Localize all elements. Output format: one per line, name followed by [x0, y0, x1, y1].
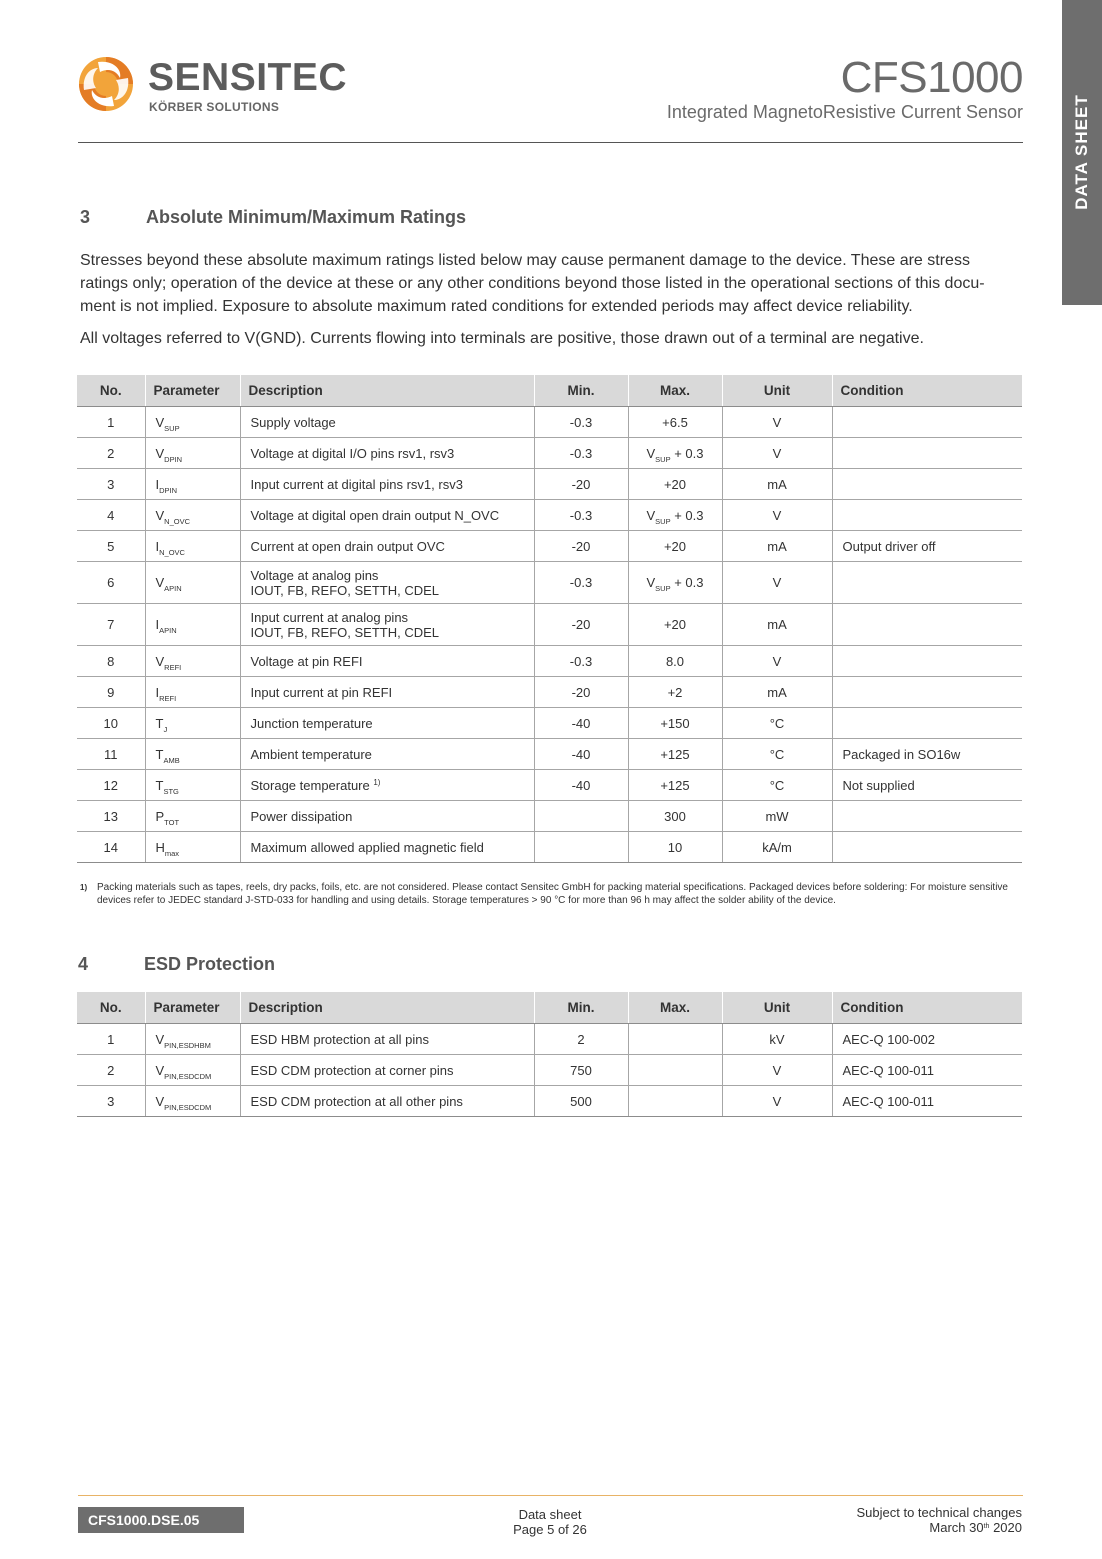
symbol-letter: P	[155, 808, 165, 824]
description-main: Maximum allowed applied magnetic field	[250, 839, 484, 855]
description-main: Current at open drain output OVC	[250, 538, 445, 554]
sensitec-logo	[78, 56, 378, 116]
parameter-symbol	[145, 832, 240, 863]
description-cell	[240, 770, 534, 801]
row-number: 1	[77, 407, 145, 438]
table-row	[77, 562, 1022, 604]
document-subtitle: Integrated MagnetoResistive Current Sensor	[666, 102, 1023, 122]
symbol-subscript: PIN,ESDCDM	[164, 1102, 212, 1112]
table-row	[77, 604, 1022, 646]
symbol-letter: V	[155, 445, 165, 461]
unit-value: mA	[722, 677, 832, 708]
parameter-symbol	[145, 770, 240, 801]
condition-value	[832, 708, 1022, 739]
min-value: -0.3	[534, 438, 628, 469]
section-3-intro: Stresses beyond these absolute maximum ratings listed below may cause permanent damage to the device. These are stress ratings only; operation of the device at these or any other conditions beyond those listed in the operational sections of this docu-ment is not implied. Exposure to absolute maximum rated conditions for extended periods may affect device reliability.	[80, 252, 985, 315]
symbol-subscript: PIN,ESDHBM	[164, 1040, 211, 1050]
row-number: 10	[77, 708, 145, 739]
description-text	[251, 685, 524, 700]
document-id: CFS1000.DSE.05	[78, 1507, 244, 1533]
row-number: 4	[77, 500, 145, 531]
max-value: +20	[628, 604, 722, 646]
footer-revision-info	[857, 1505, 1023, 1538]
symbol-letter: V	[155, 653, 165, 669]
min-value: -0.3	[534, 562, 628, 604]
description-main: Storage temperature	[250, 777, 374, 793]
description-main: Power dissipation	[250, 808, 353, 824]
symbol-letter: I	[155, 538, 160, 554]
table-row	[77, 832, 1022, 863]
description-text	[251, 809, 524, 824]
parameter-symbol	[145, 407, 240, 438]
description-text	[251, 716, 524, 731]
section-4-number: 4	[78, 954, 89, 974]
max-offset: + 0.3	[670, 507, 704, 523]
condition-value	[832, 801, 1022, 832]
parameter-symbol	[145, 469, 240, 500]
min-value: -20	[534, 677, 628, 708]
section-3-voltage-note: All voltages referred to V(GND). Currents flowing into terminals are positive, those drawn out of a terminal are negative.	[80, 330, 924, 347]
description-text: ESD CDM protection at corner pins	[240, 1055, 534, 1086]
table-row	[77, 469, 1022, 500]
description-text	[251, 654, 524, 669]
description-cell	[240, 438, 534, 469]
condition-value	[832, 677, 1022, 708]
column-header-unit: Unit	[722, 992, 832, 1024]
min-value	[534, 801, 628, 832]
row-number: 9	[77, 677, 145, 708]
max-value: +20	[628, 469, 722, 500]
max-value	[628, 562, 722, 604]
description-text	[251, 415, 524, 430]
parameter-symbol	[145, 500, 240, 531]
symbol-letter: T	[155, 777, 164, 793]
parameter-symbol	[145, 646, 240, 677]
description-text	[251, 568, 524, 583]
unit-value: V	[722, 562, 832, 604]
description-main: Input current at pin REFI	[250, 684, 393, 700]
condition-value: Output driver off	[832, 531, 1022, 562]
symbol-letter: V	[155, 575, 165, 590]
row-number: 3	[77, 469, 145, 500]
absolute-ratings-table	[77, 375, 1022, 863]
max-value: +125	[628, 770, 722, 801]
column-header-condition: Condition	[832, 992, 1022, 1024]
description-cell	[240, 469, 534, 500]
description-text	[251, 610, 524, 625]
unit-value: mA	[722, 469, 832, 500]
row-number: 11	[77, 739, 145, 770]
symbol-letter: T	[155, 746, 164, 762]
condition-value	[832, 604, 1022, 646]
data-sheet-tab-label: DATA SHEET	[1072, 94, 1091, 210]
header-divider	[78, 142, 1023, 143]
column-header-no: No.	[77, 992, 145, 1024]
max-symbol-subscript: SUP	[655, 454, 671, 464]
parameter-symbol	[145, 604, 240, 646]
table-row	[77, 531, 1022, 562]
symbol-subscript: N_OVC	[164, 516, 191, 526]
description-text	[251, 539, 524, 554]
description-main: Junction temperature	[250, 715, 373, 731]
condition-value	[832, 407, 1022, 438]
condition-value: AEC-Q 100-002	[832, 1024, 1022, 1055]
symbol-letter: I	[155, 476, 160, 492]
footer-page-number: Page 5 of 26	[513, 1522, 587, 1537]
description-main: Supply voltage	[250, 414, 336, 430]
table-row	[77, 770, 1022, 801]
table-row	[77, 500, 1022, 531]
max-value: 8.0	[628, 646, 722, 677]
unit-value: V	[722, 407, 832, 438]
table-header-row	[77, 992, 1022, 1024]
symbol-subscript: max	[164, 848, 180, 858]
table-header-row	[77, 375, 1022, 407]
symbol-subscript: APIN	[159, 626, 177, 635]
description-text: ESD CDM protection at all other pins	[240, 1086, 534, 1117]
description-cell	[240, 832, 534, 863]
description-text	[251, 508, 524, 523]
unit-value: mW	[722, 801, 832, 832]
footer-date-suffix: th	[983, 1523, 990, 1530]
unit-value: °C	[722, 770, 832, 801]
symbol-letter: I	[155, 684, 160, 700]
row-number: 3	[77, 1086, 145, 1117]
symbol-subscript: STG	[163, 786, 179, 796]
description-cell	[240, 739, 534, 770]
condition-value: Packaged in SO16w	[832, 739, 1022, 770]
description-text	[251, 477, 524, 492]
description-main: Voltage at analog pins	[250, 567, 379, 583]
footer-divider	[78, 1495, 1023, 1496]
footer-date-year: 2020	[989, 1520, 1022, 1535]
max-value	[628, 438, 722, 469]
description-text	[251, 747, 524, 762]
column-header-parameter: Parameter	[145, 992, 240, 1024]
max-symbol: V	[646, 507, 656, 523]
max-value: +20	[628, 531, 722, 562]
min-value: -20	[534, 604, 628, 646]
min-value: -0.3	[534, 407, 628, 438]
row-number: 8	[77, 646, 145, 677]
description-line-2: IOUT, FB, REFO, SETTH, CDEL	[250, 624, 440, 640]
min-value: -0.3	[534, 500, 628, 531]
table-row	[77, 708, 1022, 739]
footnote-marker: 1)	[80, 883, 88, 892]
description-main: Ambient temperature	[250, 746, 372, 762]
table-row	[77, 677, 1022, 708]
condition-value	[832, 646, 1022, 677]
row-number: 5	[77, 531, 145, 562]
max-value: +6.5	[628, 407, 722, 438]
symbol-letter: H	[155, 839, 165, 855]
symbol-subscript: DPIN	[159, 485, 178, 495]
description-main: Input current at digital pins rsv1, rsv3	[250, 476, 463, 492]
table-row	[77, 1024, 1022, 1055]
max-symbol: V	[646, 575, 656, 590]
description-main: Voltage at digital open drain output N_OVC	[250, 507, 500, 523]
description-main: Voltage at pin REFI	[250, 653, 363, 669]
max-value	[628, 1086, 722, 1117]
condition-value	[832, 562, 1022, 604]
symbol-subscript: REFI	[159, 693, 177, 703]
footnote-reference: 1)	[373, 777, 381, 787]
row-number: 1	[77, 1024, 145, 1055]
section-4-title: ESD Protection	[144, 954, 276, 974]
symbol-letter: V	[155, 414, 165, 430]
symbol-letter: V	[155, 1031, 165, 1047]
min-value: -40	[534, 739, 628, 770]
row-number: 2	[77, 438, 145, 469]
row-number: 12	[77, 770, 145, 801]
description-main: Input current at analog pins	[250, 609, 409, 625]
footer-date-main: March 30	[929, 1520, 984, 1535]
section-3-title: Absolute Minimum/Maximum Ratings	[146, 207, 467, 227]
row-number: 2	[77, 1055, 145, 1086]
description-main: Voltage at digital I/O pins rsv1, rsv3	[250, 445, 455, 461]
parameter-symbol	[145, 438, 240, 469]
description-cell	[240, 531, 534, 562]
unit-value: V	[722, 438, 832, 469]
table-row	[77, 1086, 1022, 1117]
description-text	[251, 840, 524, 855]
column-header-max: Max.	[628, 992, 722, 1024]
condition-value	[832, 500, 1022, 531]
symbol-subscript: DPIN	[164, 454, 183, 464]
symbol-subscript: APIN	[164, 584, 182, 593]
brand-subtitle: KÖRBER SOLUTIONS	[149, 100, 280, 114]
min-value: -0.3	[534, 646, 628, 677]
column-header-unit: Unit	[722, 375, 832, 407]
footer-doc-type: Data sheet	[518, 1507, 582, 1522]
esd-protection-table	[77, 992, 1022, 1117]
column-header-parameter: Parameter	[145, 375, 240, 407]
description-cell	[240, 604, 534, 646]
symbol-subscript: SUP	[164, 423, 180, 433]
column-header-min: Min.	[534, 375, 628, 407]
parameter-symbol	[145, 801, 240, 832]
min-value: 750	[534, 1055, 628, 1086]
footnote	[80, 882, 1015, 907]
symbol-subscript: REFI	[164, 662, 182, 672]
min-value: -40	[534, 770, 628, 801]
unit-value: mA	[722, 604, 832, 646]
description-text	[251, 778, 524, 793]
description-cell	[240, 801, 534, 832]
min-value: -40	[534, 708, 628, 739]
symbol-letter: T	[155, 715, 164, 731]
min-value: -20	[534, 469, 628, 500]
parameter-symbol	[145, 1055, 240, 1086]
description-cell	[240, 708, 534, 739]
max-symbol-subscript: SUP	[655, 584, 671, 593]
max-symbol: V	[646, 445, 656, 461]
parameter-symbol	[145, 1024, 240, 1055]
column-header-condition: Condition	[832, 375, 1022, 407]
description-cell	[240, 646, 534, 677]
table-row	[77, 407, 1022, 438]
max-offset: + 0.3	[670, 445, 704, 461]
max-value	[628, 500, 722, 531]
parameter-symbol	[145, 562, 240, 604]
description-text	[251, 446, 524, 461]
brand-name: SENSITEC	[148, 56, 348, 99]
max-value: 300	[628, 801, 722, 832]
min-value: 2	[534, 1024, 628, 1055]
description-cell	[240, 500, 534, 531]
table-row	[77, 646, 1022, 677]
max-value: +2	[628, 677, 722, 708]
parameter-symbol	[145, 708, 240, 739]
parameter-symbol	[145, 531, 240, 562]
footer-date	[857, 1520, 1023, 1538]
description-text: ESD HBM protection at all pins	[240, 1024, 534, 1055]
condition-value: Not supplied	[832, 770, 1022, 801]
condition-value	[832, 832, 1022, 863]
table-row	[77, 438, 1022, 469]
section-3-number: 3	[80, 207, 91, 227]
max-offset: + 0.3	[670, 575, 704, 590]
row-number: 13	[77, 801, 145, 832]
symbol-letter: V	[155, 507, 165, 523]
max-value	[628, 1055, 722, 1086]
sensitec-logo-icon	[78, 56, 134, 112]
unit-value: °C	[722, 739, 832, 770]
condition-value: AEC-Q 100-011	[832, 1055, 1022, 1086]
max-value	[628, 1024, 722, 1055]
symbol-subscript: AMB	[163, 755, 180, 765]
description-line-2: IOUT, FB, REFO, SETTH, CDEL	[250, 582, 440, 598]
max-value: 10	[628, 832, 722, 863]
min-value: -20	[534, 531, 628, 562]
data-sheet-tab	[1062, 0, 1102, 305]
parameter-symbol	[145, 1086, 240, 1117]
table-row	[77, 1055, 1022, 1086]
row-number: 14	[77, 832, 145, 863]
unit-value: V	[722, 500, 832, 531]
symbol-subscript: J	[163, 724, 168, 734]
column-header-max: Max.	[628, 375, 722, 407]
symbol-letter: I	[155, 617, 160, 632]
parameter-symbol	[145, 739, 240, 770]
max-value: +125	[628, 739, 722, 770]
unit-value: V	[722, 1086, 832, 1117]
parameter-symbol	[145, 677, 240, 708]
unit-value: V	[722, 1055, 832, 1086]
unit-value: °C	[722, 708, 832, 739]
condition-value	[832, 438, 1022, 469]
footer-page-info	[450, 1507, 650, 1537]
footer-change-note: Subject to technical changes	[856, 1505, 1022, 1520]
column-header-min: Min.	[534, 992, 628, 1024]
document-title: CFS1000	[840, 53, 1023, 102]
row-number: 6	[77, 562, 145, 604]
max-value: +150	[628, 708, 722, 739]
column-header-no: No.	[77, 375, 145, 407]
description-cell	[240, 677, 534, 708]
symbol-letter: V	[155, 1062, 165, 1078]
description-cell	[240, 562, 534, 604]
symbol-letter: V	[155, 1093, 165, 1109]
max-symbol-subscript: SUP	[655, 516, 671, 526]
footnote-text: Packing materials such as tapes, reels, dry packs, foils, etc. are not considered. Please contact Sensitec GmbH for packing material specifications. Packaged devices before soldering: For moisture sensitive devices refer to JEDEC standard J-STD-033 for handling and using details. Storage temperatures > 90 °C for more than 96 h may affect the solder ability of the device.	[97, 882, 1008, 906]
symbol-subscript: N_OVC	[159, 547, 185, 557]
min-value	[534, 832, 628, 863]
symbol-subscript: PIN,ESDCDM	[164, 1071, 212, 1081]
unit-value: V	[722, 646, 832, 677]
column-header-description: Description	[240, 375, 534, 407]
description-cell	[240, 407, 534, 438]
table-row	[77, 801, 1022, 832]
min-value: 500	[534, 1086, 628, 1117]
unit-value: kA/m	[722, 832, 832, 863]
table-row	[77, 739, 1022, 770]
condition-value	[832, 469, 1022, 500]
condition-value: AEC-Q 100-011	[832, 1086, 1022, 1117]
row-number: 7	[77, 604, 145, 646]
symbol-subscript: TOT	[164, 817, 180, 827]
unit-value: kV	[722, 1024, 832, 1055]
column-header-description: Description	[240, 992, 534, 1024]
unit-value: mA	[722, 531, 832, 562]
